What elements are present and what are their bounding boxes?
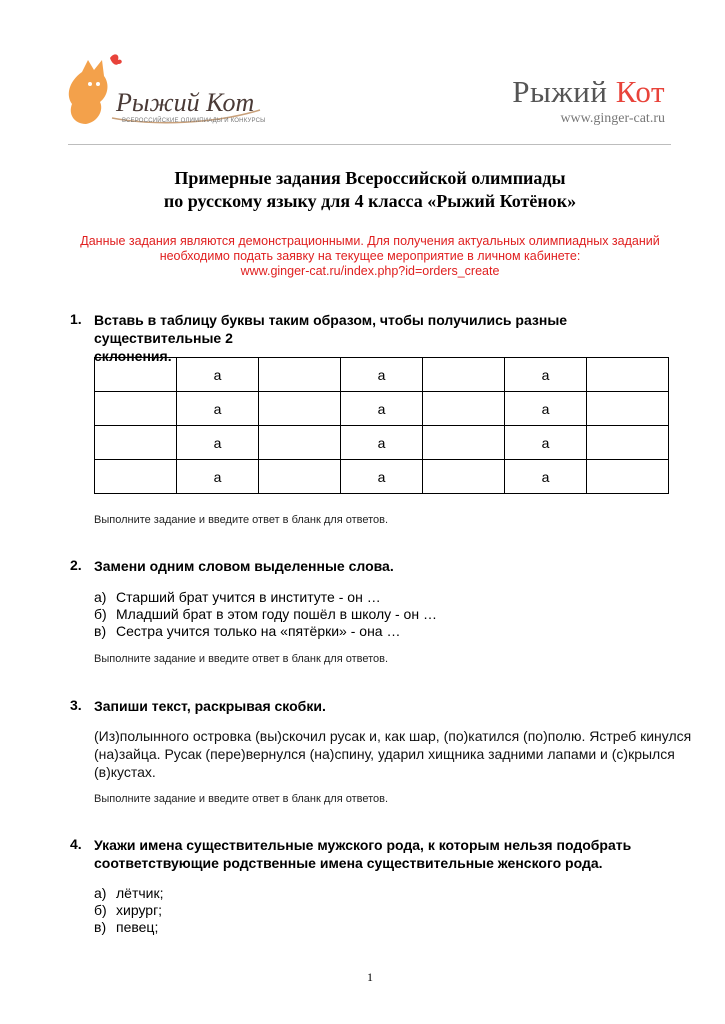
table-cell	[587, 460, 669, 494]
task1-number: 1.	[70, 311, 82, 327]
task2-question: Замени одним словом выделенные слова.	[94, 558, 394, 574]
table-cell: а	[341, 426, 423, 460]
table-cell: а	[177, 460, 259, 494]
task2-hint: Выполните задание и введите ответ в бланк для ответов.	[94, 653, 389, 665]
task3-number: 3.	[70, 697, 82, 713]
task4-option-c	[94, 918, 158, 936]
page-number: 1	[367, 970, 373, 984]
table-cell	[259, 392, 341, 426]
table-cell	[587, 358, 669, 392]
table-cell	[423, 358, 505, 392]
task4-option-a	[94, 884, 164, 902]
task2-option-a	[94, 588, 381, 606]
option-text: лётчик;	[116, 885, 164, 901]
table-cell	[95, 426, 177, 460]
task2-number: 2.	[70, 557, 82, 573]
brand-title-word2: Кот	[615, 74, 665, 109]
task3-text-line3: (в)кустах.	[94, 764, 156, 780]
option-marker: б)	[94, 606, 107, 622]
table-row	[95, 460, 669, 494]
header-divider	[68, 144, 671, 145]
brand-url: www.ginger-cat.ru	[560, 111, 665, 126]
task4-question	[94, 836, 694, 872]
table-row	[95, 358, 669, 392]
table-cell	[423, 392, 505, 426]
table-cell: а	[505, 358, 587, 392]
brand-logo	[64, 52, 274, 132]
brand-title	[512, 74, 665, 110]
table-cell: а	[341, 460, 423, 494]
task4-option-b	[94, 901, 162, 919]
task3-question: Запиши текст, раскрывая скобки.	[94, 698, 326, 714]
table-cell	[259, 358, 341, 392]
table-cell	[259, 426, 341, 460]
logo-tagline: ВСЕРОССИЙСКИЕ ОЛИМПИАДЫ И КОНКУРСЫ	[122, 118, 266, 124]
task2-option-b	[94, 605, 437, 623]
table-cell: а	[505, 460, 587, 494]
option-marker: б)	[94, 902, 107, 918]
table-row	[95, 426, 669, 460]
table-cell: а	[177, 358, 259, 392]
task3-text-line2: (на)зайца. Русак (пере)вернулся (на)спину, ударил хищника задними лапами и (с)крылся	[94, 746, 675, 762]
option-marker: а)	[94, 885, 107, 901]
orders-link[interactable]: www.ginger-cat.ru/index.php?id=orders_create	[240, 264, 500, 278]
table-row	[95, 392, 669, 426]
table-cell	[587, 426, 669, 460]
table-cell	[587, 392, 669, 426]
table-cell	[95, 358, 177, 392]
task4-question-line1: Укажи имена существительные мужского рода, к которым нельзя подобрать	[94, 837, 632, 853]
table-cell: а	[177, 392, 259, 426]
demo-notice-line2: необходимо подать заявку на текущее мероприятие в личном кабинете:	[159, 249, 581, 263]
table-cell: а	[505, 392, 587, 426]
task1-question-line2: склонения.	[94, 348, 172, 364]
page-title-line1: Примерные задания Всероссийской олимпиады	[174, 168, 566, 188]
brand-title-word1: Рыжий	[512, 74, 608, 109]
option-text: Младший брат в этом году пошёл в школу - он …	[116, 606, 437, 622]
task1-question-line1: Вставь в таблицу буквы таким образом, чтобы получились разные существительные 2	[94, 312, 568, 346]
option-text: хирург;	[116, 902, 163, 918]
page-title-line2: по русскому языку для 4 класса «Рыжий Котёнок»	[163, 191, 577, 211]
logo-wordmark: Рыжий Кот	[116, 88, 255, 117]
option-text: Сестра учится только на «пятёрки» - она …	[116, 623, 401, 639]
option-marker: в)	[94, 919, 107, 935]
table-cell	[423, 460, 505, 494]
table-cell: а	[505, 426, 587, 460]
task3-text-line1: (Из)полынного островка (вы)скочил русак и, как шар, (по)катился (по)полю. Ястреб кинулся	[94, 728, 692, 744]
task4-question-line2: соответствующие родственные имена существительные женского рода.	[94, 855, 603, 871]
table-cell	[95, 392, 177, 426]
table-cell: а	[341, 392, 423, 426]
option-marker: в)	[94, 623, 107, 639]
task4-number: 4.	[70, 836, 82, 852]
demo-notice-line1: Данные задания являются демонстрационными. Для получения актуальных олимпиадных заданий	[80, 234, 660, 248]
option-text: певец;	[116, 919, 159, 935]
table-cell: а	[341, 358, 423, 392]
table-cell	[95, 460, 177, 494]
task3-text	[94, 727, 694, 781]
option-marker: а)	[94, 589, 107, 605]
task3-hint: Выполните задание и введите ответ в бланк для ответов.	[94, 793, 389, 805]
option-text: Старший брат учится в институте - он …	[116, 589, 381, 605]
task1-hint: Выполните задание и введите ответ в бланк для ответов.	[94, 514, 389, 526]
task2-option-c	[94, 622, 400, 640]
table-cell	[423, 426, 505, 460]
table-cell	[259, 460, 341, 494]
letters-table	[94, 357, 669, 494]
table-cell: а	[177, 426, 259, 460]
